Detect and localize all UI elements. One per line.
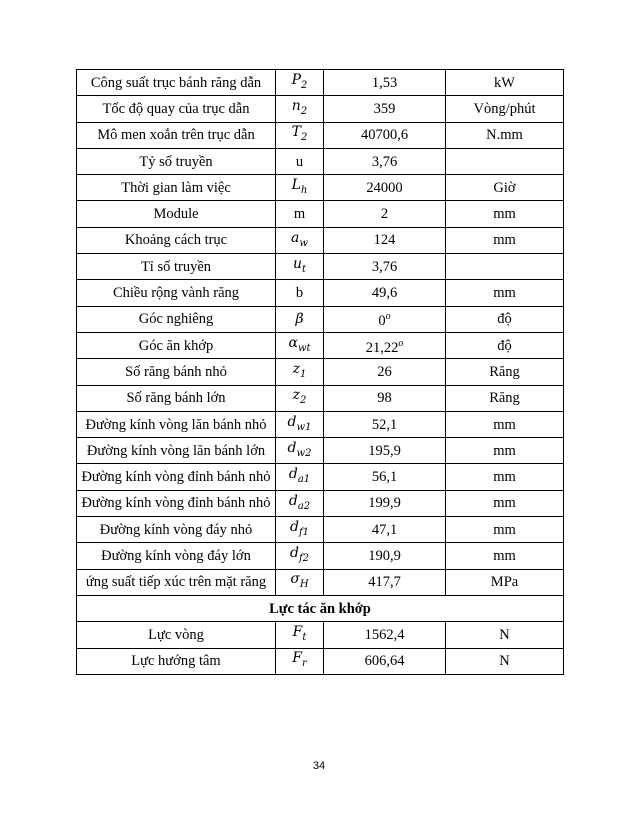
param-value: 199,9 bbox=[324, 490, 446, 516]
param-name: Tỷ số truyền bbox=[77, 148, 276, 174]
param-name: Tỉ số truyền bbox=[77, 254, 276, 280]
table-row bbox=[77, 306, 564, 332]
param-symbol: $d_{f1}$ bbox=[276, 517, 324, 543]
param-symbol: $F_t$ bbox=[276, 622, 324, 648]
param-name: Đường kính vòng đáy lớn bbox=[77, 543, 276, 569]
table-row bbox=[77, 332, 564, 358]
param-value: 190,9 bbox=[324, 543, 446, 569]
param-symbol: $\sigma_H$ bbox=[276, 569, 324, 595]
param-name: Đường kính vòng đáy nhỏ bbox=[77, 517, 276, 543]
param-value: 3,76 bbox=[324, 254, 446, 280]
param-name: Góc ăn khớp bbox=[77, 332, 276, 358]
param-value: 98 bbox=[324, 385, 446, 411]
param-symbol: $T_2$ bbox=[276, 122, 324, 148]
param-unit: N bbox=[446, 648, 564, 674]
param-unit: mm bbox=[446, 438, 564, 464]
param-value: 47,1 bbox=[324, 517, 446, 543]
param-value: 124 bbox=[324, 227, 446, 253]
param-symbol: m bbox=[276, 201, 324, 227]
param-value: 21,22$^o$ bbox=[324, 332, 446, 358]
param-unit: N bbox=[446, 622, 564, 648]
param-name: Khoảng cách trục bbox=[77, 227, 276, 253]
param-unit: N.mm bbox=[446, 122, 564, 148]
param-value: 606,64 bbox=[324, 648, 446, 674]
param-name: Mô men xoắn trên trục dẫn bbox=[77, 122, 276, 148]
param-value: 49,6 bbox=[324, 280, 446, 306]
param-name: Số răng bánh lớn bbox=[77, 385, 276, 411]
param-symbol: $F_r$ bbox=[276, 648, 324, 674]
param-unit: Giờ bbox=[446, 175, 564, 201]
param-value: 52,1 bbox=[324, 411, 446, 437]
param-symbol: $z_2$ bbox=[276, 385, 324, 411]
param-unit: mm bbox=[446, 517, 564, 543]
param-value: 3,76 bbox=[324, 148, 446, 174]
param-symbol: $d_{a2}$ bbox=[276, 490, 324, 516]
param-name: Thời gian làm việc bbox=[77, 175, 276, 201]
param-unit: mm bbox=[446, 227, 564, 253]
table-row bbox=[77, 254, 564, 280]
param-value: 417,7 bbox=[324, 569, 446, 595]
table-row bbox=[77, 175, 564, 201]
param-unit: mm bbox=[446, 280, 564, 306]
param-unit: mm bbox=[446, 490, 564, 516]
param-symbol: $d_{w2}$ bbox=[276, 438, 324, 464]
param-value: 2 bbox=[324, 201, 446, 227]
param-symbol: β bbox=[276, 306, 324, 332]
param-value: 1,53 bbox=[324, 70, 446, 96]
table-row bbox=[77, 385, 564, 411]
param-value: 0$^o$ bbox=[324, 306, 446, 332]
section-title: Lực tác ăn khớp bbox=[77, 595, 564, 621]
param-symbol: b bbox=[276, 280, 324, 306]
param-symbol: $L_h$ bbox=[276, 175, 324, 201]
param-unit: MPa bbox=[446, 569, 564, 595]
section-header-row bbox=[77, 595, 564, 621]
param-value: 24000 bbox=[324, 175, 446, 201]
param-symbol: $\alpha_{wt}$ bbox=[276, 332, 324, 358]
param-value: 359 bbox=[324, 96, 446, 122]
param-symbol: $u_t$ bbox=[276, 254, 324, 280]
param-name: Chiều rộng vành răng bbox=[77, 280, 276, 306]
param-symbol: $a_w$ bbox=[276, 227, 324, 253]
table-row bbox=[77, 122, 564, 148]
param-value: 195,9 bbox=[324, 438, 446, 464]
param-unit: Răng bbox=[446, 385, 564, 411]
param-unit: độ bbox=[446, 332, 564, 358]
param-unit bbox=[446, 148, 564, 174]
param-name: Lực hướng tâm bbox=[77, 648, 276, 674]
table-row bbox=[77, 543, 564, 569]
param-symbol: $d_{a1}$ bbox=[276, 464, 324, 490]
spec-table-body bbox=[77, 70, 564, 675]
param-name: Đường kính vòng lăn bánh lớn bbox=[77, 438, 276, 464]
table-row bbox=[77, 464, 564, 490]
table-row bbox=[77, 622, 564, 648]
param-symbol: $P_2$ bbox=[276, 70, 324, 96]
table-row bbox=[77, 517, 564, 543]
param-name: Góc nghiêng bbox=[77, 306, 276, 332]
param-symbol: $n_2$ bbox=[276, 96, 324, 122]
table-row bbox=[77, 201, 564, 227]
param-name: Đường kính vòng đỉnh bánh nhỏ bbox=[77, 464, 276, 490]
param-unit: mm bbox=[446, 201, 564, 227]
table-row bbox=[77, 569, 564, 595]
param-unit: mm bbox=[446, 411, 564, 437]
table-row bbox=[77, 359, 564, 385]
table-row bbox=[77, 438, 564, 464]
param-name: Đường kính vòng lăn bánh nhỏ bbox=[77, 411, 276, 437]
param-name: Lực vòng bbox=[77, 622, 276, 648]
param-value: 56,1 bbox=[324, 464, 446, 490]
page-number: 34 bbox=[312, 760, 326, 772]
param-value: 1562,4 bbox=[324, 622, 446, 648]
param-symbol: u bbox=[276, 148, 324, 174]
param-name: Đường kính vòng đỉnh bánh nhỏ bbox=[77, 490, 276, 516]
table-row bbox=[77, 96, 564, 122]
param-unit: mm bbox=[446, 464, 564, 490]
param-symbol: $d_{f2}$ bbox=[276, 543, 324, 569]
param-unit: mm bbox=[446, 543, 564, 569]
table-row bbox=[77, 490, 564, 516]
param-name: Module bbox=[77, 201, 276, 227]
param-unit: độ bbox=[446, 306, 564, 332]
gear-spec-table bbox=[76, 69, 564, 675]
param-name: ứng suất tiếp xúc trên mặt răng bbox=[77, 569, 276, 595]
param-unit: Răng bbox=[446, 359, 564, 385]
param-name: Công suất trục bánh răng dẫn bbox=[77, 70, 276, 96]
table-row bbox=[77, 148, 564, 174]
table-row bbox=[77, 648, 564, 674]
param-symbol: $z_1$ bbox=[276, 359, 324, 385]
param-value: 26 bbox=[324, 359, 446, 385]
table-row bbox=[77, 411, 564, 437]
param-symbol: $d_{w1}$ bbox=[276, 411, 324, 437]
param-value: 40700,6 bbox=[324, 122, 446, 148]
table-row bbox=[77, 227, 564, 253]
param-unit: kW bbox=[446, 70, 564, 96]
param-name: Tốc độ quay của trục dẫn bbox=[77, 96, 276, 122]
param-unit: Vòng/phút bbox=[446, 96, 564, 122]
table-row bbox=[77, 280, 564, 306]
param-name: Số răng bánh nhỏ bbox=[77, 359, 276, 385]
table-row bbox=[77, 70, 564, 96]
param-unit bbox=[446, 254, 564, 280]
